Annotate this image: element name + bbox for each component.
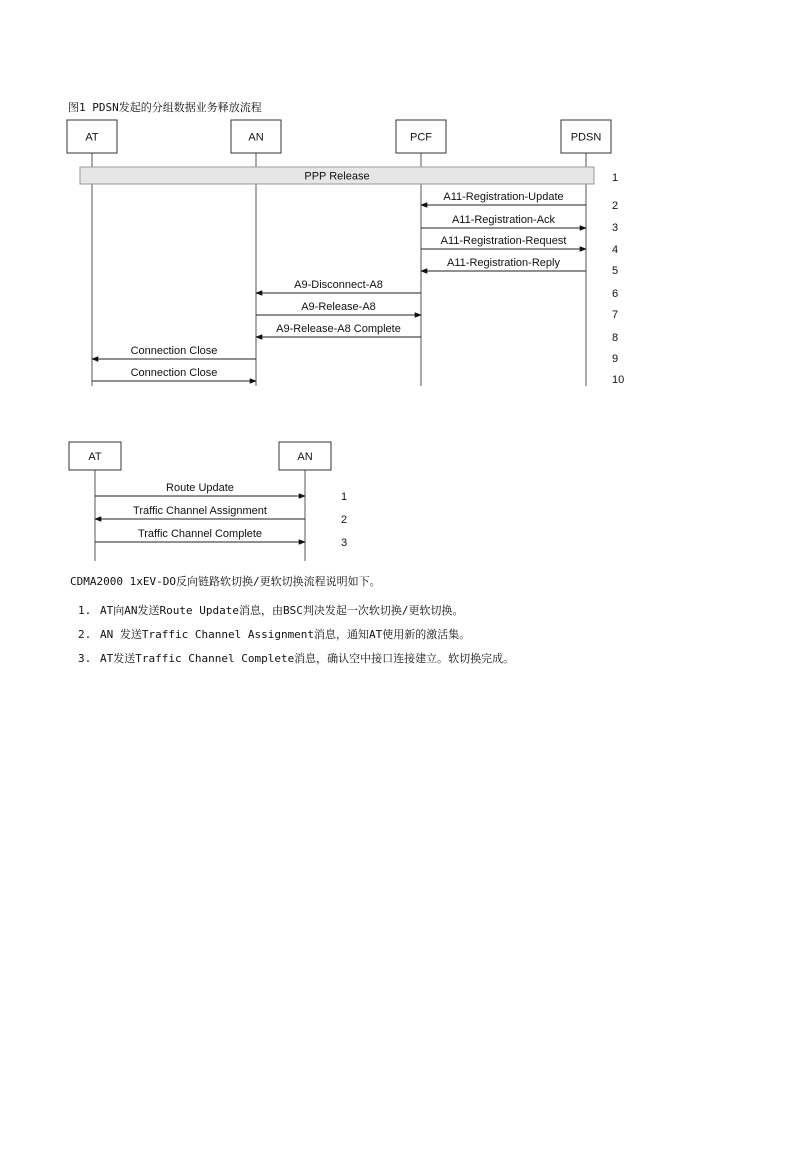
fig1-step-number: 4 (612, 244, 619, 256)
description-step: 2. AN 发送Traffic Channel Assignment消息，通知AT使用新的激活集。 (78, 628, 471, 641)
description-step: 1. AT向AN发送Route Update消息，由BSC判决发起一次软切换/更软切换。 (78, 604, 464, 617)
actor-label-pcf: PCF (410, 131, 432, 144)
fig1-step-number: 5 (612, 265, 619, 277)
fig1-message-label: A11-Registration-Reply (447, 257, 560, 269)
fig1-message-label: A11-Registration-Request (440, 235, 567, 247)
actor-label-an: AN (248, 131, 264, 144)
actor-label-an: AN (297, 451, 313, 463)
fig1-message-label: A9-Release-A8 (301, 301, 376, 313)
fig1-step-number: 1 (612, 172, 619, 184)
fig1-step-number: 6 (612, 288, 619, 300)
fig1-step-number: 2 (612, 200, 619, 212)
fig1-message-label: A9-Release-A8 Complete (276, 323, 401, 335)
figure1-diagram (67, 120, 624, 386)
fig1-step-number: 10 (612, 374, 625, 386)
fig1-message-label: Connection Close (130, 345, 218, 357)
description-step: 3. AT发送Traffic Channel Complete消息，确认空中接口连接建立。软切换完成。 (78, 652, 515, 665)
figure1-caption: 图1 PDSN发起的分组数据业务释放流程 (68, 101, 262, 114)
banner-label: PPP Release (304, 170, 370, 183)
fig1-step-number: 3 (612, 222, 619, 234)
fig2-message-label: Traffic Channel Assignment (133, 505, 267, 517)
fig2-step-number: 1 (341, 491, 348, 503)
fig1-message-label: A11-Registration-Update (443, 191, 564, 203)
fig1-step-number: 9 (612, 353, 619, 365)
description-steps (78, 602, 514, 674)
fig1-step-number: 8 (612, 332, 619, 344)
figure2-diagram (69, 442, 347, 561)
fig1-message-label: A9-Disconnect-A8 (294, 279, 383, 291)
fig1-message-label: Connection Close (130, 367, 218, 379)
fig2-step-number: 3 (341, 537, 348, 549)
fig1-message-label: A11-Registration-Ack (451, 214, 556, 226)
fig2-step-number: 2 (341, 514, 348, 526)
actor-label-at: AT (88, 451, 102, 463)
fig1-step-number: 7 (612, 309, 619, 321)
actor-label-pdsn: PDSN (570, 131, 602, 144)
description-intro: CDMA2000 1xEV-DO反向链路软切换/更软切换流程说明如下。 (70, 575, 381, 588)
fig2-message-label: Route Update (166, 482, 234, 494)
actor-label-at: AT (85, 131, 99, 144)
fig2-message-label: Traffic Channel Complete (137, 528, 263, 540)
